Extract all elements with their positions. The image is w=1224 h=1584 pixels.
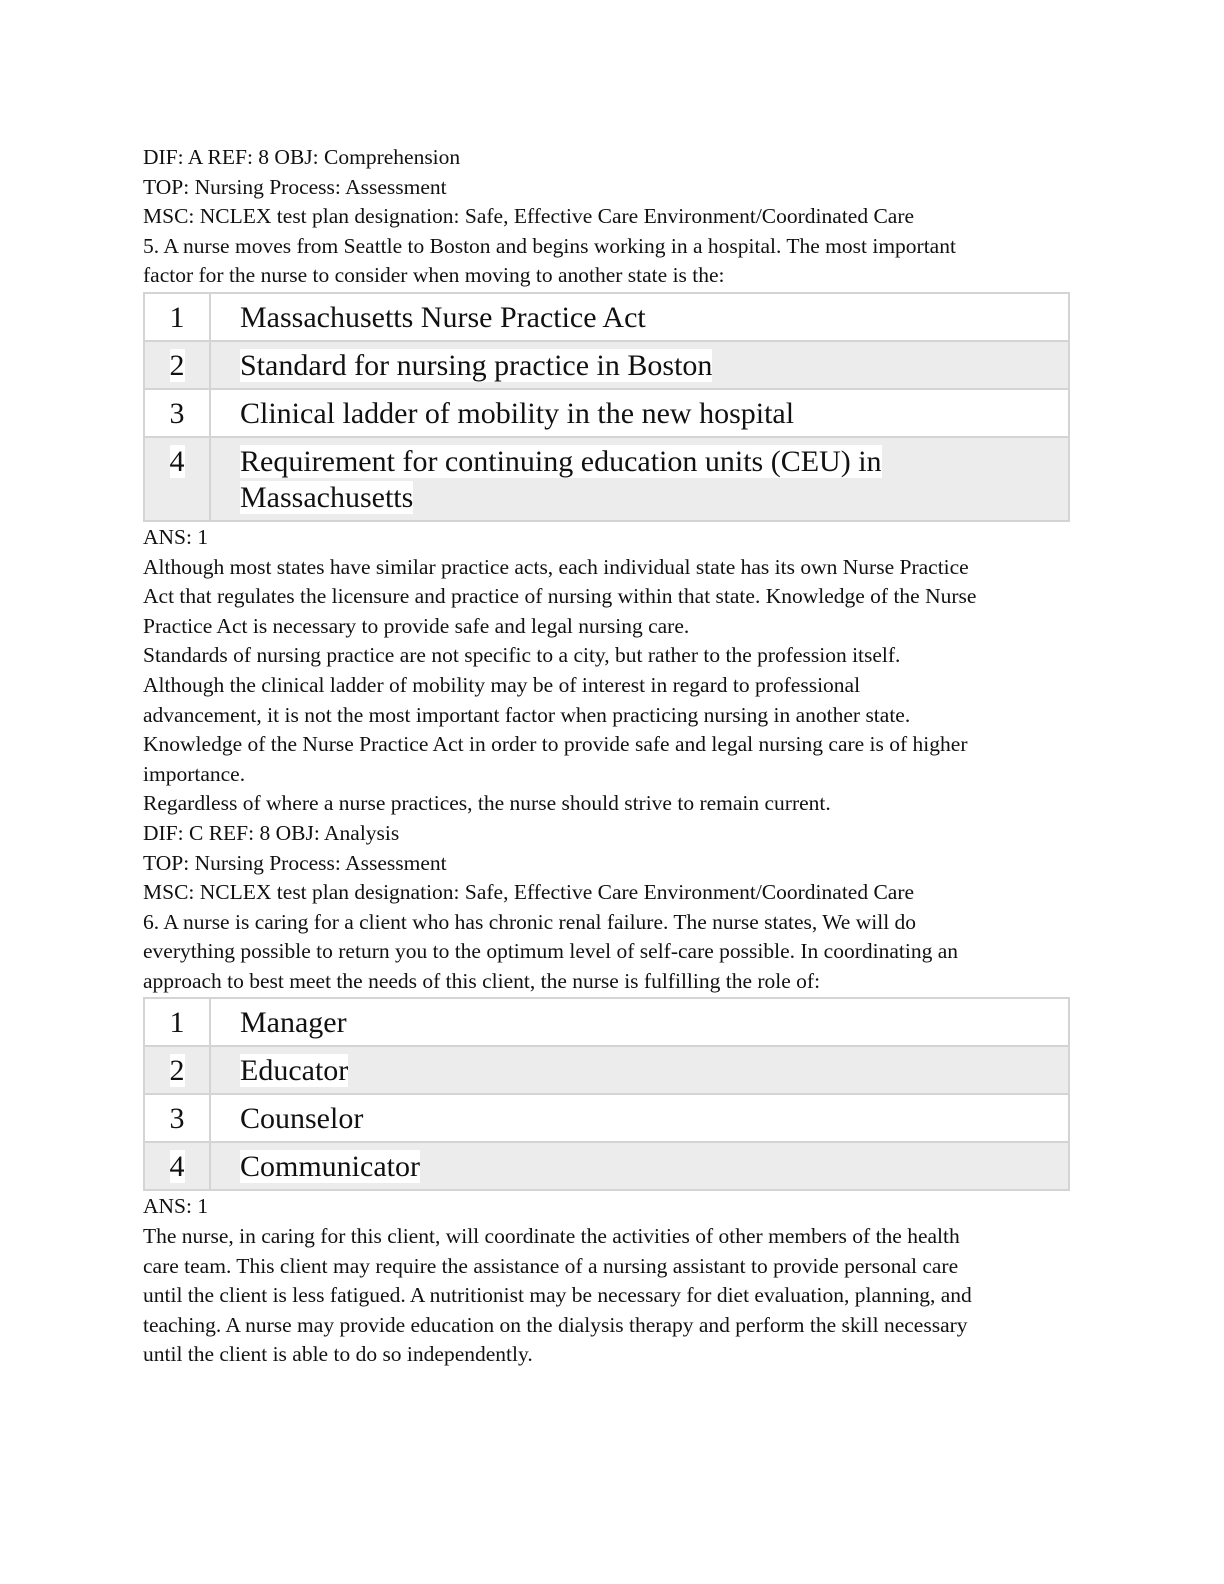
q5-options-table [143,292,1070,522]
q5-rationale-line: importance. [143,761,246,786]
q6-rationale-line: until the client is able to do so independently. [143,1342,533,1367]
option-text: Requirement for continuing education units (CEU) in Massachusetts [210,437,1069,521]
q4-topic: TOP: Nursing Process: Assessment [143,174,447,199]
q5-option-row [144,293,1069,341]
q6-stem-line: everything possible to return you to the optimum level of self-care possible. In coordinating an [143,939,959,964]
q6-option-row [144,1142,1069,1190]
option-number: 3 [144,1094,210,1142]
q5-topic: TOP: Nursing Process: Assessment [143,850,447,875]
option-text: Counselor [210,1094,1069,1142]
option-text: Communicator [210,1142,1069,1190]
q6-option-row [144,1046,1069,1094]
q5-difficulty: DIF: C REF: 8 OBJ: Analysis [143,820,400,845]
option-text: Standard for nursing practice in Boston [210,341,1069,389]
option-text: Manager [210,998,1069,1046]
option-text: Clinical ladder of mobility in the new hospital [210,389,1069,437]
q5-option-row [144,389,1069,437]
q6-rationale-line: The nurse, in caring for this client, will coordinate the activities of other members of the health [143,1224,960,1249]
q6-stem-line: approach to best meet the needs of this client, the nurse is fulfilling the role of: [143,968,821,993]
option-number: 3 [144,389,210,437]
q5-rationale-line: Knowledge of the Nurse Practice Act in order to provide safe and legal nursing care is of higher [143,732,968,757]
q4-msc: MSC: NCLEX test plan designation: Safe, Effective Care Environment/Coordinated Care [143,204,915,229]
q6-rationale-line: care team. This client may require the assistance of a nursing assistant to provide personal care [143,1253,959,1278]
q6-answer: ANS: 1 [143,1194,209,1219]
q5-rationale-line: Although the clinical ladder of mobility may be of interest in regard to professional [143,672,861,697]
document-page [143,143,1073,1370]
option-number: 1 [144,998,210,1046]
q5-answer: ANS: 1 [143,524,209,549]
option-number: 1 [144,293,210,341]
option-number: 2 [144,341,210,389]
q6-rationale-line: until the client is less fatigued. A nutritionist may be necessary for diet evaluation, planning, and [143,1283,972,1308]
q6-rationale-line: teaching. A nurse may provide education on the dialysis therapy and perform the skill necessary [143,1312,968,1337]
q6-option-row [144,998,1069,1046]
option-text: Massachusetts Nurse Practice Act [210,293,1069,341]
option-number: 4 [144,1142,210,1190]
q5-msc: MSC: NCLEX test plan designation: Safe, Effective Care Environment/Coordinated Care [143,880,915,905]
q6-option-row [144,1094,1069,1142]
q5-rationale-line: Although most states have similar practice acts, each individual state has its own Nurse Practice [143,554,969,579]
q4-difficulty: DIF: A REF: 8 OBJ: Comprehension [143,145,461,169]
q5-rationale-line: Regardless of where a nurse practices, the nurse should strive to remain current. [143,791,831,816]
q6-stem-line: 6. A nurse is caring for a client who has chronic renal failure. The nurse states, We will do [143,909,917,934]
option-number: 2 [144,1046,210,1094]
q5-rationale-line: advancement, it is not the most important factor when practicing nursing in another state. [143,702,911,727]
q5-stem-line: 5. A nurse moves from Seattle to Boston and begins working in a hospital. The most important [143,233,956,258]
q5-option-row [144,341,1069,389]
option-text: Educator [210,1046,1069,1094]
q6-options-table [143,997,1070,1191]
q5-rationale-line: Standards of nursing practice are not specific to a city, but rather to the profession itself. [143,643,901,668]
q5-rationale-line: Act that regulates the licensure and practice of nursing within that state. Knowledge of the Nurse [143,584,977,609]
option-number: 4 [144,437,210,521]
q5-stem-line: factor for the nurse to consider when moving to another state is the: [143,263,725,288]
q5-rationale-line: Practice Act is necessary to provide safe and legal nursing care. [143,613,690,638]
q5-option-row [144,437,1069,521]
